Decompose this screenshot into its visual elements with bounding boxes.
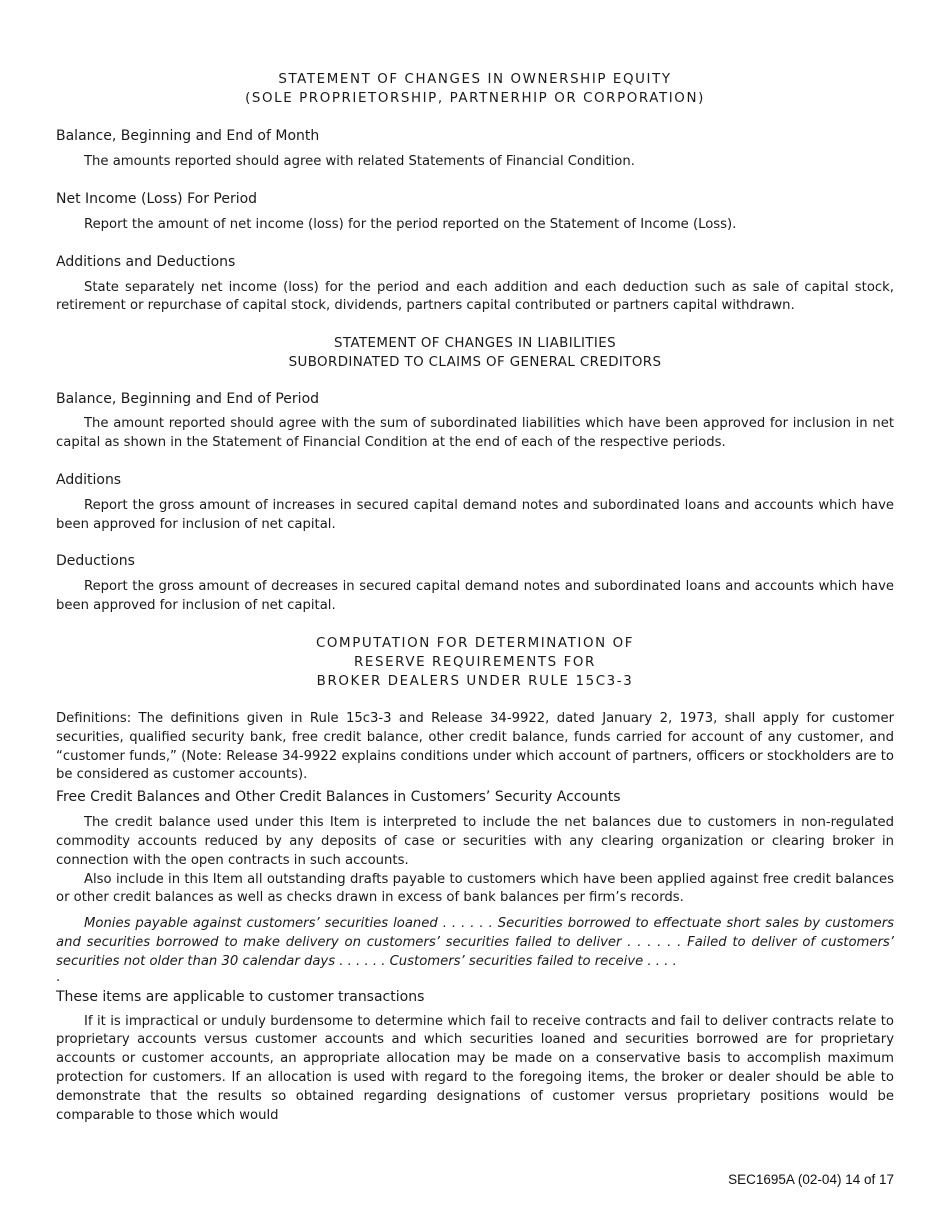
heading-additions: Additions xyxy=(56,471,122,488)
paragraph-allocation: If it is impractical or unduly burdensome to determine which fail to receive contracts and fail to deliver contracts relate to proprietary accounts versus customer accounts and which securities loaned and securities borrowed are for proprietary accounts or customer accounts, an appropriate allocation may be made on a conservative basis to accomplish maximum protection for customers. If an allocation is used with regard to the foregoing items, the broker or dealer should be able to demonstrate that the results so obtained regarding designations of customer versus proprietary positions would be comparable to those which would xyxy=(56,1013,894,1123)
heading-additions-deductions: Additions and Deductions xyxy=(56,253,236,270)
paragraph-balance-period: The amount reported should agree with the sum of subordinated liabilities which have been approved for inclusion in net capital as shown in the Statement of Financial Condition at the end of each of the respective periods. xyxy=(56,416,894,450)
paragraph-balance-month: The amounts reported should agree with related Statements of Financial Condition. xyxy=(84,154,635,169)
paragraph-additions-deductions: State separately net income (loss) for the period and each addition and each deduction such as sale of capital stock, retirement or repurchase of capital stock, dividends, partners capital contributed or partners capital withdrawn. xyxy=(56,279,894,314)
heading-balance-month: Balance, Beginning and End of Month xyxy=(56,128,320,144)
heading-free-credit: Free Credit Balances and Other Credit Balances in Customers’ Security Accounts xyxy=(56,789,621,806)
paragraph-italic-items: Monies payable against customers’ securities loaned . . . . . . Securities borrowed to effectuate short sales by customers and securities borrowed to make delivery on customers’ securities failed to deliver . . . . . . Failed to deliver of customers’ securities not older than 30 calendar days . . . . . . Customers’ securities failed to receive . . . . xyxy=(56,916,894,969)
section-subtitle-reserve-2: BROKER DEALERS UNDER RULE 15C3-3 xyxy=(316,673,634,689)
section-title-reserve: COMPUTATION FOR DETERMINATION OF xyxy=(315,635,635,651)
stray-dot: . xyxy=(56,969,61,985)
paragraph-credit-balance: The credit balance used under this Item is interpreted to include the net balances due to customers in non-regulated commodity accounts reduced by any deposits of case or securities with any clearing organization or clearing broker in connection with the open contracts in such accounts. xyxy=(56,815,894,868)
heading-customer-transactions: These items are applicable to customer transactions xyxy=(56,988,425,1005)
section-subtitle-liabilities: SUBORDINATED TO CLAIMS OF GENERAL CREDITORS xyxy=(288,355,662,371)
section-subtitle-reserve-1: RESERVE REQUIREMENTS FOR xyxy=(354,654,596,670)
paragraph-definitions: Definitions: The definitions given in Rule 15c3-3 and Release 34-9922, dated January 2, 1973, shall apply for customer securities, qualified security bank, free credit balance, other credit balance, funds carried for account of any customer, and “customer funds,” (Note: Release 34-9922 explains conditions under which account of partners, officers or stockholders are to be considered as customer accounts). xyxy=(56,710,894,783)
paragraph-deductions: Report the gross amount of decreases in secured capital demand notes and subordinated loans and accounts which have been approved for inclusion of net capital. xyxy=(56,579,894,614)
section-title-liabilities: STATEMENT OF CHANGES IN LIABILITIES xyxy=(334,336,616,352)
paragraph-additions: Report the gross amount of increases in secured capital demand notes and subordinated loans and accounts which have been approved for inclusion of net capital. xyxy=(56,497,894,532)
document-page xyxy=(56,70,894,1125)
page-footer: SEC1695A (02-04) 14 of 17 xyxy=(728,1172,894,1187)
paragraph-net-income: Report the amount of net income (loss) for the period reported on the Statement of Income (Loss). xyxy=(84,216,737,232)
section-title-ownership-equity: STATEMENT OF CHANGES IN OWNERSHIP EQUITY xyxy=(278,72,672,87)
heading-balance-period: Balance, Beginning and End of Period xyxy=(56,391,320,408)
section-subtitle-ownership-equity: (SOLE PROPRIETORSHIP, PARTNERHIP OR CORPORATION) xyxy=(245,91,705,106)
paragraph-outstanding-drafts: Also include in this Item all outstanding drafts payable to customers which have been applied against free credit balances or other credit balances as well as checks drawn in excess of bank balances per firm’s records. xyxy=(56,871,894,906)
heading-deductions: Deductions xyxy=(56,553,135,570)
heading-net-income: Net Income (Loss) For Period xyxy=(56,190,258,207)
